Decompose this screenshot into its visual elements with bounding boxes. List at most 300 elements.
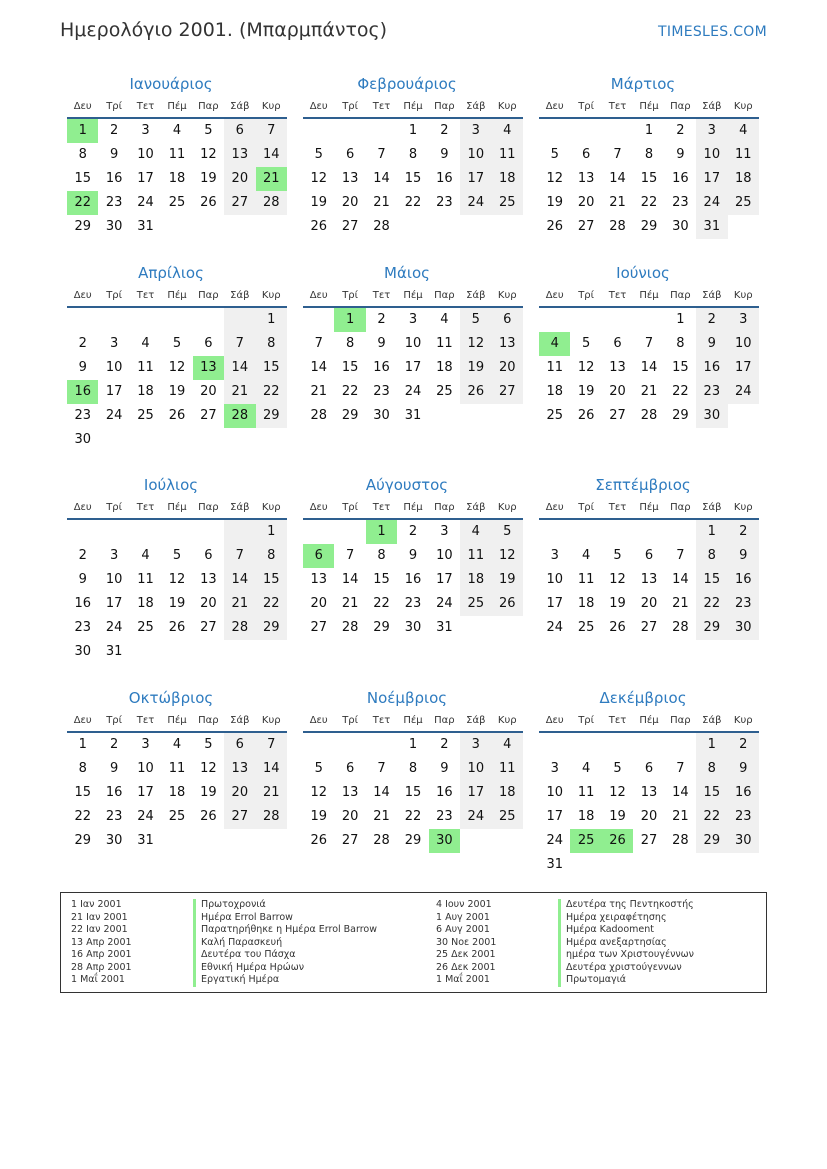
weekday-header xyxy=(303,285,523,308)
weekday-header xyxy=(539,497,759,520)
day-cell: 18 xyxy=(492,781,523,805)
day-cell: 10 xyxy=(105,360,123,375)
day-cell: 30 xyxy=(105,219,123,234)
month-block xyxy=(532,473,754,640)
weekday-label: Παρ xyxy=(434,290,455,301)
holiday-day-cell: 25 xyxy=(570,829,601,853)
month-title: Απρίλιος xyxy=(138,264,204,282)
holiday-day-cell: 6 xyxy=(303,544,334,568)
legend-date: 25 Δεκ 2001 xyxy=(436,949,496,960)
day-cell: 20 xyxy=(224,167,255,191)
day-cell: 11 xyxy=(168,147,186,162)
weekday-label: Δευ xyxy=(73,502,92,513)
day-cell: 3 xyxy=(460,733,491,757)
empty-day-cell xyxy=(67,520,98,544)
legend-date: 6 Αυγ 2001 xyxy=(436,924,490,935)
weekday-label: Δευ xyxy=(545,502,564,513)
day-cell: 2 xyxy=(728,520,759,544)
weekday-label: Παρ xyxy=(198,290,219,301)
day-cell: 9 xyxy=(78,572,87,587)
month-block xyxy=(60,261,282,452)
day-cell: 6 xyxy=(345,147,355,162)
day-cell: 9 xyxy=(676,147,685,162)
day-cell: 27 xyxy=(310,620,327,635)
day-cell: 13 xyxy=(341,171,359,186)
day-cell: 1 xyxy=(408,737,418,752)
day-cell: 16 xyxy=(728,781,759,805)
day-cell: 26 xyxy=(200,195,217,210)
weekday-label: Τετ xyxy=(372,101,391,112)
day-cell: 8 xyxy=(256,332,287,356)
empty-day-cell xyxy=(334,520,365,544)
day-cell: 8 xyxy=(644,147,654,162)
weekday-header xyxy=(539,710,759,733)
day-cell: 18 xyxy=(137,596,154,611)
day-cell: 10 xyxy=(436,548,453,563)
month-block xyxy=(532,72,754,239)
day-cell: 21 xyxy=(609,195,626,210)
weekday-label: Σάβ xyxy=(466,290,486,301)
day-cell: 23 xyxy=(436,195,453,210)
day-cell: 4 xyxy=(492,733,523,757)
month-block xyxy=(296,261,518,428)
day-cell: 7 xyxy=(256,119,287,143)
holiday-legend xyxy=(60,892,767,993)
day-cell: 14 xyxy=(373,785,390,800)
weekday-label: Τετ xyxy=(136,502,155,513)
day-cell: 26 xyxy=(310,833,327,848)
day-cell: 1 xyxy=(696,733,727,757)
day-cell: 18 xyxy=(546,384,563,399)
weekday-label: Κυρ xyxy=(261,502,281,513)
month-title: Σεπτέμβριος xyxy=(595,476,691,494)
day-cell: 14 xyxy=(640,360,658,375)
day-cell: 12 xyxy=(492,544,523,568)
day-cell: 10 xyxy=(460,757,491,781)
day-cell: 4 xyxy=(141,548,150,563)
day-cell: 20 xyxy=(200,596,217,611)
day-cell: 22 xyxy=(672,384,689,399)
day-cell: 15 xyxy=(341,360,359,375)
legend-date: 4 Ιουν 2001 xyxy=(436,899,492,910)
day-cell: 14 xyxy=(224,356,255,380)
weekday-header xyxy=(67,96,287,119)
day-cell: 30 xyxy=(373,408,390,423)
day-cell: 22 xyxy=(256,592,287,616)
day-cell: 3 xyxy=(728,308,759,332)
day-cell: 22 xyxy=(404,195,422,210)
day-cell: 12 xyxy=(168,360,186,375)
day-cell: 25 xyxy=(546,408,563,423)
empty-day-cell xyxy=(602,119,633,143)
day-cell: 15 xyxy=(373,572,390,587)
day-cell: 27 xyxy=(492,380,523,404)
day-cell: 21 xyxy=(224,592,255,616)
weekday-label: Σάβ xyxy=(466,715,486,726)
day-cell: 10 xyxy=(546,572,563,587)
day-cell: 8 xyxy=(408,761,418,776)
day-cell: 17 xyxy=(436,572,453,587)
day-cell: 26 xyxy=(609,620,626,635)
day-cell: 19 xyxy=(609,596,626,611)
day-cell: 28 xyxy=(341,620,359,635)
day-cell: 18 xyxy=(492,167,523,191)
day-cell: 19 xyxy=(310,809,327,824)
weekday-header xyxy=(67,285,287,308)
month-title: Ιούνιος xyxy=(616,264,670,282)
weekday-label: Τετ xyxy=(608,290,627,301)
empty-day-cell xyxy=(130,308,161,332)
day-cell: 7 xyxy=(256,733,287,757)
legend-holiday-name: Ημέρα χειραφέτησης xyxy=(558,912,694,925)
day-cell: 28 xyxy=(373,833,390,848)
day-cell: 6 xyxy=(613,336,622,351)
day-cell: 26 xyxy=(546,219,563,234)
day-cell: 9 xyxy=(377,336,386,351)
day-cell: 7 xyxy=(377,147,386,162)
day-cell: 13 xyxy=(640,572,658,587)
holiday-day-cell: 1 xyxy=(334,308,365,332)
day-cell: 16 xyxy=(436,785,453,800)
day-grid xyxy=(67,119,287,239)
weekday-label: Κυρ xyxy=(733,502,753,513)
day-cell: 13 xyxy=(640,785,658,800)
weekday-label: Τρί xyxy=(106,502,123,513)
day-cell: 23 xyxy=(404,596,422,611)
day-cell: 25 xyxy=(137,408,154,423)
day-cell: 21 xyxy=(341,596,359,611)
day-cell: 24 xyxy=(105,620,123,635)
legend-holiday-name: Δευτέρα χριστούγεννων xyxy=(558,962,694,975)
legend-date: 26 Δεκ 2001 xyxy=(436,961,496,973)
month-title: Μάρτιος xyxy=(610,75,676,93)
day-cell: 6 xyxy=(492,308,523,332)
day-cell: 17 xyxy=(728,356,759,380)
holiday-day-cell: 26 xyxy=(602,829,633,853)
weekday-label: Κυρ xyxy=(497,101,517,112)
day-cell: 7 xyxy=(676,761,685,776)
weekday-label: Τρί xyxy=(106,101,123,112)
day-cell: 5 xyxy=(204,737,213,752)
empty-day-cell xyxy=(303,520,334,544)
day-cell: 18 xyxy=(436,360,453,375)
legend-holiday-name: Εθνική Ημέρα Ηρώων xyxy=(193,962,377,975)
day-cell: 3 xyxy=(550,548,559,563)
legend-holiday-name: Ημέρα ανεξαρτησίας xyxy=(558,937,694,950)
day-cell: 8 xyxy=(78,761,87,776)
day-cell: 20 xyxy=(310,596,327,611)
day-cell: 29 xyxy=(696,616,727,640)
day-cell: 1 xyxy=(256,520,287,544)
day-cell: 12 xyxy=(546,171,563,186)
day-cell: 26 xyxy=(577,408,595,423)
day-cell: 20 xyxy=(200,384,217,399)
weekday-label: Τρί xyxy=(578,502,595,513)
day-grid xyxy=(303,119,523,239)
weekday-label: Τρί xyxy=(342,502,359,513)
day-cell: 5 xyxy=(314,147,323,162)
day-cell: 4 xyxy=(581,761,591,776)
day-cell: 14 xyxy=(672,572,689,587)
holiday-day-cell: 1 xyxy=(366,520,397,544)
day-cell: 11 xyxy=(137,572,154,587)
day-cell: 20 xyxy=(341,809,359,824)
brand-link[interactable]: TIMESLES.COM xyxy=(658,24,767,40)
day-cell: 12 xyxy=(609,572,626,587)
weekday-label: Δευ xyxy=(309,290,328,301)
day-cell: 16 xyxy=(728,568,759,592)
day-cell: 3 xyxy=(550,761,559,776)
legend-holiday-name: Ημέρα Kadooment xyxy=(558,924,694,937)
day-cell: 1 xyxy=(696,520,727,544)
day-cell: 9 xyxy=(408,548,418,563)
day-cell: 20 xyxy=(341,195,359,210)
month-block xyxy=(60,473,282,664)
day-cell: 23 xyxy=(696,380,727,404)
day-cell: 4 xyxy=(440,312,449,327)
day-cell: 20 xyxy=(640,596,658,611)
empty-day-cell xyxy=(570,119,601,143)
day-cell: 10 xyxy=(460,143,491,167)
day-cell: 17 xyxy=(546,809,563,824)
day-cell: 21 xyxy=(640,384,658,399)
day-cell: 6 xyxy=(644,761,654,776)
weekday-header xyxy=(303,497,523,520)
day-cell: 9 xyxy=(109,761,119,776)
day-cell: 14 xyxy=(224,568,255,592)
day-grid xyxy=(539,119,759,239)
day-cell: 11 xyxy=(436,336,453,351)
day-cell: 9 xyxy=(728,757,759,781)
empty-day-cell xyxy=(303,308,334,332)
day-cell: 23 xyxy=(105,809,123,824)
day-grid xyxy=(539,520,759,640)
legend-date: 16 Απρ 2001 xyxy=(71,949,132,960)
weekday-label: Πέμ xyxy=(639,101,659,112)
day-cell: 8 xyxy=(408,147,418,162)
day-cell: 16 xyxy=(74,596,91,611)
day-cell: 3 xyxy=(109,548,119,563)
page-title: Ημερολόγιο 2001. (Μπαρμπάντος) xyxy=(60,19,388,41)
day-cell: 13 xyxy=(492,332,523,356)
weekday-label: Παρ xyxy=(198,502,219,513)
day-cell: 21 xyxy=(310,384,327,399)
day-cell: 24 xyxy=(137,195,154,210)
day-cell: 21 xyxy=(256,781,287,805)
weekday-label: Παρ xyxy=(198,101,219,112)
day-cell: 31 xyxy=(696,215,727,239)
day-cell: 10 xyxy=(404,336,422,351)
day-cell: 27 xyxy=(609,408,626,423)
day-cell: 6 xyxy=(224,119,255,143)
day-cell: 15 xyxy=(404,171,422,186)
weekday-label: Κυρ xyxy=(733,290,753,301)
weekday-label: Πέμ xyxy=(403,715,423,726)
legend-holiday-name: Ημέρα Errol Barrow xyxy=(193,912,377,925)
weekday-header xyxy=(303,96,523,119)
day-cell: 26 xyxy=(200,809,217,824)
day-cell: 3 xyxy=(109,336,119,351)
day-cell: 28 xyxy=(256,191,287,215)
day-cell: 22 xyxy=(696,805,727,829)
day-cell: 29 xyxy=(256,404,287,428)
day-cell: 29 xyxy=(256,616,287,640)
day-cell: 1 xyxy=(256,308,287,332)
weekday-label: Κυρ xyxy=(497,715,517,726)
day-cell: 6 xyxy=(204,336,213,351)
holiday-day-cell: 21 xyxy=(256,167,287,191)
empty-day-cell xyxy=(665,520,696,544)
day-cell: 25 xyxy=(728,191,759,215)
legend-holiday-name: Πρωτοχρονιά xyxy=(193,899,377,912)
day-cell: 16 xyxy=(105,171,123,186)
weekday-label: Σάβ xyxy=(466,502,486,513)
day-cell: 18 xyxy=(460,568,491,592)
day-cell: 18 xyxy=(728,167,759,191)
day-cell: 6 xyxy=(204,548,213,563)
day-cell: 24 xyxy=(546,833,563,848)
day-cell: 8 xyxy=(696,757,727,781)
weekday-label: Τρί xyxy=(342,290,359,301)
month-block xyxy=(532,261,754,428)
month-title: Νοέμβριος xyxy=(366,689,448,707)
day-cell: 12 xyxy=(460,332,491,356)
empty-day-cell xyxy=(602,520,633,544)
weekday-label: Τρί xyxy=(106,715,123,726)
weekday-label: Τετ xyxy=(608,502,627,513)
day-cell: 12 xyxy=(609,785,626,800)
day-cell: 8 xyxy=(377,548,386,563)
day-cell: 24 xyxy=(460,191,491,215)
empty-day-cell xyxy=(334,119,365,143)
weekday-label: Σάβ xyxy=(702,502,722,513)
day-cell: 15 xyxy=(696,781,727,805)
day-cell: 2 xyxy=(728,733,759,757)
day-cell: 31 xyxy=(546,857,563,872)
day-cell: 17 xyxy=(404,360,422,375)
day-cell: 19 xyxy=(310,195,327,210)
day-cell: 25 xyxy=(137,620,154,635)
empty-day-cell xyxy=(366,733,397,757)
weekday-label: Κυρ xyxy=(497,502,517,513)
day-cell: 4 xyxy=(172,737,182,752)
day-cell: 5 xyxy=(172,548,182,563)
day-grid xyxy=(67,520,287,664)
day-cell: 19 xyxy=(492,568,523,592)
month-title: Δεκέμβριος xyxy=(599,689,687,707)
day-cell: 30 xyxy=(74,432,91,447)
day-cell: 22 xyxy=(373,596,390,611)
weekday-label: Σάβ xyxy=(702,290,722,301)
empty-day-cell xyxy=(334,733,365,757)
weekday-label: Σάβ xyxy=(230,101,250,112)
weekday-label: Σάβ xyxy=(702,715,722,726)
day-cell: 16 xyxy=(436,171,453,186)
day-cell: 31 xyxy=(137,219,154,234)
empty-day-cell xyxy=(193,308,224,332)
day-cell: 17 xyxy=(546,596,563,611)
day-cell: 29 xyxy=(74,833,91,848)
day-cell: 14 xyxy=(256,143,287,167)
weekday-label: Τετ xyxy=(372,502,391,513)
day-cell: 31 xyxy=(436,620,453,635)
day-cell: 15 xyxy=(74,171,91,186)
holiday-day-cell: 28 xyxy=(224,404,255,428)
day-cell: 22 xyxy=(696,592,727,616)
day-cell: 27 xyxy=(200,408,217,423)
legend-date: 30 Νοε 2001 xyxy=(436,936,497,948)
day-cell: 30 xyxy=(728,829,759,853)
day-cell: 4 xyxy=(141,336,150,351)
day-cell: 3 xyxy=(696,119,727,143)
weekday-label: Παρ xyxy=(670,290,691,301)
empty-day-cell xyxy=(602,308,633,332)
weekday-label: Παρ xyxy=(670,715,691,726)
weekday-label: Κυρ xyxy=(733,715,753,726)
day-cell: 4 xyxy=(728,119,759,143)
day-cell: 2 xyxy=(78,336,87,351)
day-cell: 17 xyxy=(105,384,123,399)
day-cell: 26 xyxy=(460,380,491,404)
day-cell: 15 xyxy=(404,785,422,800)
day-cell: 29 xyxy=(404,833,422,848)
day-cell: 12 xyxy=(310,171,327,186)
day-cell: 13 xyxy=(609,360,626,375)
empty-day-cell xyxy=(224,308,255,332)
day-cell: 20 xyxy=(609,384,626,399)
weekday-header xyxy=(67,497,287,520)
day-cell: 8 xyxy=(676,336,685,351)
day-cell: 24 xyxy=(696,191,727,215)
day-cell: 29 xyxy=(74,219,91,234)
day-cell: 23 xyxy=(105,195,123,210)
empty-day-cell xyxy=(539,308,570,332)
weekday-label: Κυρ xyxy=(261,101,281,112)
day-cell: 10 xyxy=(137,761,154,776)
legend-holiday-name: Δευτέρα της Πεντηκοστής xyxy=(558,899,694,912)
weekday-label: Σάβ xyxy=(466,101,486,112)
day-cell: 25 xyxy=(460,592,491,616)
weekday-label: Κυρ xyxy=(497,290,517,301)
day-cell: 27 xyxy=(224,805,255,829)
weekday-label: Τρί xyxy=(578,101,595,112)
day-cell: 24 xyxy=(137,809,154,824)
day-cell: 27 xyxy=(341,219,359,234)
weekday-label: Πέμ xyxy=(639,715,659,726)
day-cell: 1 xyxy=(408,123,418,138)
day-cell: 16 xyxy=(672,171,689,186)
weekday-label: Σάβ xyxy=(702,101,722,112)
day-cell: 19 xyxy=(168,596,186,611)
legend-holiday-name: Παρατηρήθηκε η Ημέρα Errol Barrow xyxy=(193,924,377,937)
day-cell: 24 xyxy=(404,384,422,399)
weekday-label: Παρ xyxy=(434,502,455,513)
day-cell: 5 xyxy=(492,520,523,544)
day-cell: 17 xyxy=(137,171,154,186)
day-cell: 27 xyxy=(640,833,658,848)
weekday-label: Δευ xyxy=(73,715,92,726)
day-cell: 10 xyxy=(546,785,563,800)
day-cell: 4 xyxy=(581,548,591,563)
day-cell: 29 xyxy=(696,829,727,853)
weekday-label: Τετ xyxy=(372,290,391,301)
day-cell: 7 xyxy=(676,548,685,563)
day-cell: 11 xyxy=(137,360,154,375)
day-cell: 24 xyxy=(436,596,453,611)
day-cell: 21 xyxy=(672,596,689,611)
day-cell: 23 xyxy=(728,805,759,829)
legend-date: 1 Αυγ 2001 xyxy=(436,911,490,923)
